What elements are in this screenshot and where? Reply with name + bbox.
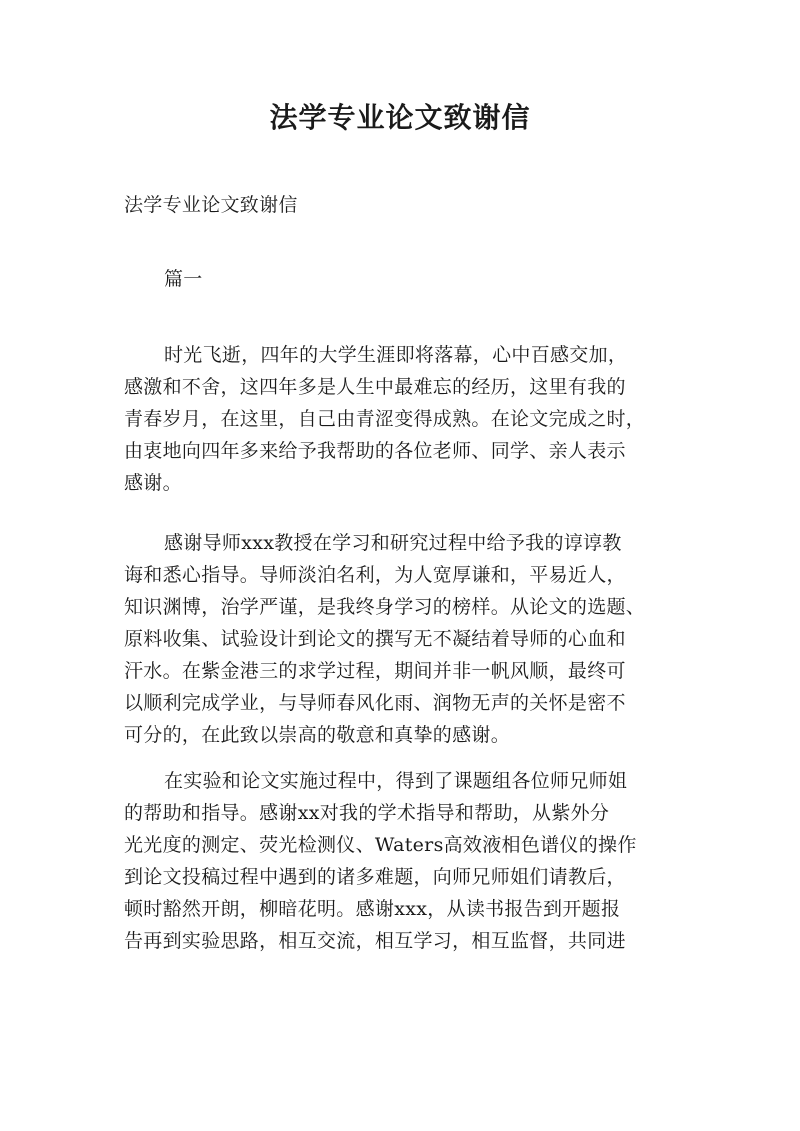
body-line: 诲和悉心指导。导师淡泊名利，为人宽厚谦和，平易近人， xyxy=(124,564,626,586)
body-line: 光光度的测定、荧光检测仪、Waters高效液相色谱仪的操作 xyxy=(124,834,637,856)
document-title: 法学专业论文致谢信 xyxy=(269,101,531,134)
body-line: 到论文投稿过程中遇到的诸多难题，向师兄师姐们请教后， xyxy=(124,866,626,888)
body-line: 感谢。 xyxy=(124,472,182,494)
body-line: 告再到实验思路，相互交流，相互学习，相互监督，共同进 xyxy=(124,930,626,952)
body-line: 时光飞逝，四年的大学生涯即将落幕，心中百感交加， xyxy=(164,344,628,366)
body-line: 感谢导师xxx教授在学习和研究过程中给予我的谆谆教 xyxy=(164,532,622,554)
body-line: 知识渊博，治学严谨，是我终身学习的榜样。从论文的选题、 xyxy=(124,596,646,618)
body-line: 感激和不舍，这四年多是人生中最难忘的经历，这里有我的 xyxy=(124,376,626,398)
body-line: 青春岁月，在这里，自己由青涩变得成熟。在论文完成之时， xyxy=(124,408,646,430)
body-line: 由衷地向四年多来给予我帮助的各位老师、同学、亲人表示 xyxy=(124,440,626,462)
body-line: 在实验和论文实施过程中，得到了课题组各位师兄师姐 xyxy=(164,770,628,792)
document-subtitle: 法学专业论文致谢信 xyxy=(124,194,298,216)
body-line: 可分的，在此致以崇高的敬意和真挚的感谢。 xyxy=(124,724,511,746)
body-line: 原料收集、试验设计到论文的撰写无不凝结着导师的心血和 xyxy=(124,628,626,650)
body-line: 顿时豁然开朗，柳暗花明。感谢xxx，从读书报告到开题报 xyxy=(124,898,621,920)
body-line: 以顺利完成学业，与导师春风化雨、润物无声的关怀是密不 xyxy=(124,692,626,714)
body-line: 汗水。在紫金港三的求学过程，期间并非一帆风顺，最终可 xyxy=(124,660,626,682)
body-line: 的帮助和指导。感谢xx对我的学术指导和帮助，从紫外分 xyxy=(124,802,610,824)
section-label: 篇一 xyxy=(164,268,203,290)
